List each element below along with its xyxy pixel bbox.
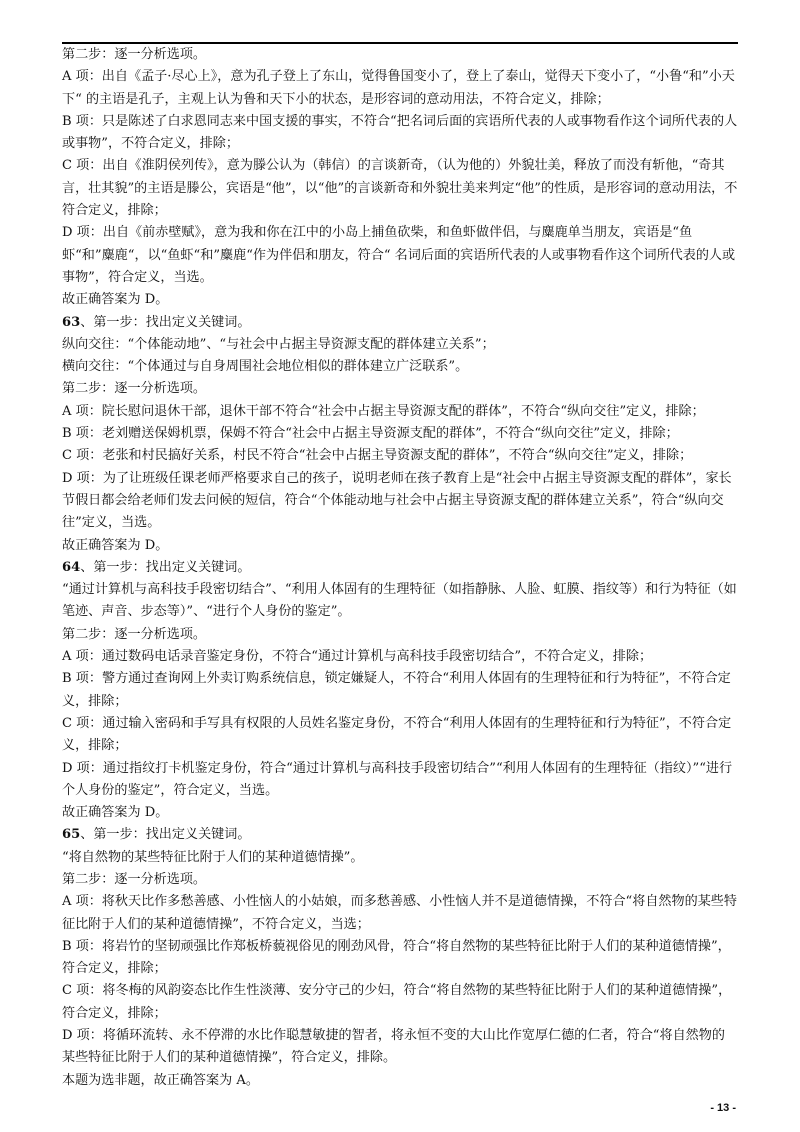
text-line [62,869,738,891]
line-text: C 项：老张和村民搞好关系，村民不符合“社会中占据主导资源支配的群体”，不符合“纵向交往”定义，排除； [62,448,693,464]
text-line [62,535,738,557]
text-line [62,579,738,624]
text-line [62,1025,738,1070]
text-line [62,668,738,713]
text-line [62,980,738,1025]
text-line [62,624,738,646]
text-line [62,155,738,222]
line-text: 故正确答案为 D。 [62,537,169,553]
line-text: B 项：警方通过查询网上外卖订购系统信息，锁定嫌疑人，不符合“利用人体固有的生理特征和行为特征”，不符合定义，排除； [62,671,731,709]
text-line [62,334,738,356]
text-line [62,222,738,289]
text-line [62,356,738,378]
text-line [62,111,738,156]
text-line [62,378,738,400]
line-text: 第二步：逐一分析选项。 [62,47,207,62]
line-text: 、第一步：找出定义关键词。 [80,559,251,575]
line-text: 、第一步：找出定义关键词。 [80,827,251,843]
line-text: B 项：老刘赠送保姆机票，保姆不符合“社会中占据主导资源支配的群体”，不符合“纵向交往”定义，排除； [62,426,679,442]
line-text: 第二步：逐一分析选项。 [62,871,207,887]
line-text: C 项：出自《淮阴侯列传》，意为滕公认为（韩信）的言谈新奇，（认为他的）外貌壮美，释放了而没有斩他，“奇其言，壮其貌”的主语是滕公，宾语是“他”，以“他”的言谈新奇和外貌壮美来判定“他”的性质，是形容词的意动用法，不符合定义，排除； [62,158,738,219]
text-line [62,646,738,668]
text-line [62,802,738,824]
question-heading [62,557,738,579]
line-text: “将自然物的某些特征比附于人们的某种道德情操”。 [62,849,364,865]
text-line [62,445,738,467]
text-line [62,44,738,66]
line-text: D 项：出自《前赤壁赋》，意为我和你在江中的小岛上捕鱼砍柴，和鱼虾做伴侣，与麋鹿单当朋友，宾语是“鱼虾“和”麋鹿“，以“鱼虾“和”麋鹿“作为伴侣和朋友，符合“ 名词后面的宾语所代表的人或事物看作这个词所代表的人或事物”，符合定义，当选。 [62,225,736,285]
question-number: 65 [62,827,81,843]
question-heading [62,312,738,334]
line-text: 、第一步：找出定义关键词。 [80,314,251,330]
line-text: A 项：院长慰问退休干部，退休干部不符合“社会中占据主导资源支配的群体”，不符合“纵向交往”定义，排除； [62,403,705,419]
text-line [62,891,738,936]
text-line [62,289,738,311]
line-text: A 项：通过数码电话录音鉴定身份，不符合“通过计算机与高科技手段密切结合”，不符合定义，排除； [62,649,653,665]
line-text: 横向交往：“个体通过与自身周围社会地位相似的群体建立广泛联系”。 [62,359,469,375]
text-line [62,66,738,111]
line-text: 纵向交往：“个体能动地”、“与社会中占据主导资源支配的群体建立关系”； [62,336,495,352]
line-text: C 项：将冬梅的风韵姿态比作生性淡薄、安分守己的少妇，符合“将自然物的某些特征比附于人们的某种道德情操”，符合定义，排除； [62,983,732,1021]
line-text: A 项：出自《孟子·尽心上》，意为孔子登上了东山，觉得鲁国变小了，登上了泰山，觉得天下变小了，“小鲁“和”小天下“ 的主语是孔子，主观上认为鲁和天下小的状态，是形容词的意动用法，不符合定义，排除； [62,69,735,107]
line-text: 故正确答案为 D。 [62,805,169,821]
text-line [62,847,738,869]
text-line [62,401,738,423]
text-line [62,713,738,758]
line-text: 故正确答案为 D。 [62,292,169,308]
line-text: “通过计算机与高科技手段密切结合”、“利用人体固有的生理特征（如指静脉、人脸、虹膜、指纹等）和行为特征（如笔迹、声音、步态等）”、“进行个人身份的鉴定”。 [62,582,737,620]
text-line [62,936,738,981]
line-text: A 项：将秋天比作多愁善感、小性恼人的小姑娘，而多愁善感、小性恼人并不是道德情操，不符合“将自然物的某些特征比附于人们的某种道德情操”，不符合定义，当选； [62,894,737,932]
line-text: C 项：通过输入密码和手写具有权限的人员姓名鉴定身份，不符合“利用人体固有的生理特征和行为特征”，不符合定义，排除； [62,715,732,754]
line-text: D 项：将循环流转、永不停滞的水比作聪慧敏捷的智者，将永恒不变的大山比作宽厚仁德的仁者，符合“将自然物的某些特征比附于人们的某种道德情操”，符合定义，排除。 [62,1028,725,1066]
line-text: B 项：将岩竹的坚韧顽强比作郑板桥藐视俗见的刚劲风骨，符合“将自然物的某些特征比附于人们的某种道德情操”，符合定义，排除； [62,938,731,977]
line-text: B 项：只是陈述了白求恩同志来中国支援的事实，不符合“把名词后面的宾语所代表的人或事物看作这个词所代表的人或事物”，不符合定义，排除； [62,113,738,152]
line-text: D 项：通过指纹打卡机鉴定身份，符合“通过计算机与高科技手段密切结合”“利用人体固有的生理特征（指纹）”“进行个人身份的鉴定”，符合定义，当选。 [62,760,733,798]
document-body [62,44,738,1092]
text-line [62,758,738,803]
question-heading [62,824,738,846]
page-number: - 13 - [710,1102,736,1114]
text-line [62,468,738,535]
line-text: 本题为选非题，故正确答案为 A。 [62,1072,259,1088]
text-line [62,423,738,445]
line-text: 第二步：逐一分析选项。 [62,381,207,397]
line-text: D 项：为了让班级任课老师严格要求自己的孩子，说明老师在孩子教育上是“社会中占据主导资源支配的群体”，家长节假日都会给老师们发去问候的短信，符合“个体能动地与社会中占据主导资源支配的群体建立关系”，符合“纵向交往”定义，当选。 [62,470,732,531]
text-line [62,1070,738,1092]
line-text: 第二步：逐一分析选项。 [62,626,207,642]
question-number: 63 [62,314,81,330]
question-number: 64 [62,559,81,575]
